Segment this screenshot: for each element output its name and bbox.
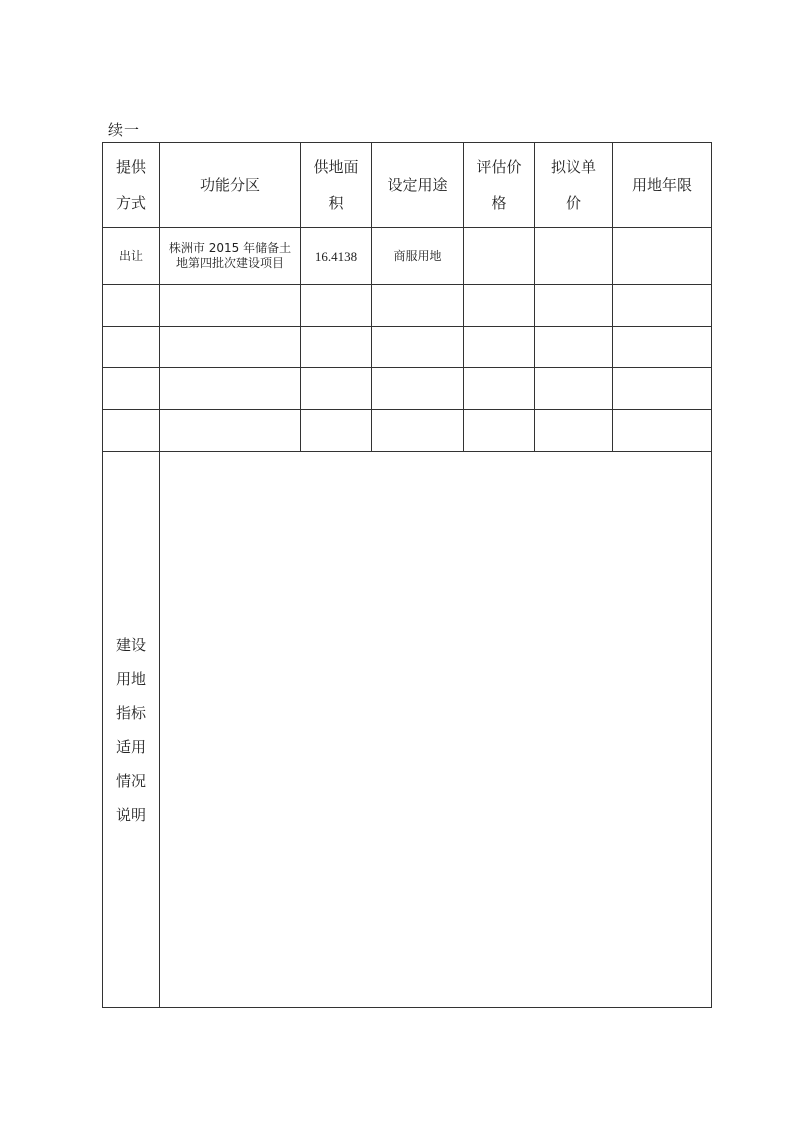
header-appraised-price xyxy=(464,143,535,228)
note-content xyxy=(160,452,712,1008)
cell-use xyxy=(372,327,464,368)
header-area xyxy=(301,143,372,228)
cell-zone xyxy=(160,327,301,368)
cell-use xyxy=(372,410,464,452)
cell-area xyxy=(301,368,372,410)
header-appraised-price-line-1: 评估价 xyxy=(476,158,522,176)
header-term: 用地年限 xyxy=(613,143,712,228)
cell-supply-method xyxy=(103,368,160,410)
header-use: 设定用途 xyxy=(372,143,464,228)
cell-term xyxy=(613,368,712,410)
cell-use: 商服用地 xyxy=(372,228,464,285)
cell-term xyxy=(613,285,712,327)
cell-zone xyxy=(160,285,301,327)
cell-appraised-price xyxy=(464,228,535,285)
table-row xyxy=(103,410,712,452)
cell-proposed-price xyxy=(535,327,613,368)
cell-term xyxy=(613,228,712,285)
cell-appraised-price xyxy=(464,285,535,327)
cell-proposed-price xyxy=(535,410,613,452)
table-row xyxy=(103,368,712,410)
cell-use xyxy=(372,368,464,410)
cell-supply-method xyxy=(103,285,160,327)
header-proposed-price xyxy=(535,143,613,228)
table-row xyxy=(103,228,712,285)
cell-proposed-price xyxy=(535,228,613,285)
cell-use xyxy=(372,285,464,327)
note-label-line: 说明 xyxy=(115,805,146,824)
cell-term xyxy=(613,410,712,452)
cell-area xyxy=(301,410,372,452)
note-label-line: 情况 xyxy=(115,771,146,790)
header-area-line-2: 积 xyxy=(328,194,344,212)
cell-zone: 株洲市 2015 年储备土地第四批次建设项目 xyxy=(160,228,301,285)
header-supply-method-line-1: 提供 xyxy=(115,158,146,176)
cell-proposed-price xyxy=(535,285,613,327)
note-label-line: 建设 xyxy=(115,635,146,654)
cell-supply-method xyxy=(103,327,160,368)
cell-appraised-price xyxy=(464,368,535,410)
cell-appraised-price xyxy=(464,327,535,368)
cell-supply-method: 出让 xyxy=(103,228,160,285)
header-appraised-price-line-2: 格 xyxy=(491,194,507,212)
page-heading: 续一 xyxy=(108,121,141,139)
header-supply-method xyxy=(103,143,160,228)
header-supply-method-line-2: 方式 xyxy=(115,194,146,212)
cell-appraised-price xyxy=(464,410,535,452)
cell-area xyxy=(301,285,372,327)
note-row xyxy=(103,452,712,1008)
note-label-line: 指标 xyxy=(115,703,146,722)
table-row xyxy=(103,285,712,327)
cell-zone xyxy=(160,368,301,410)
cell-area xyxy=(301,327,372,368)
header-proposed-price-line-2: 价 xyxy=(565,194,581,212)
cell-term xyxy=(613,327,712,368)
note-label-line: 用地 xyxy=(115,669,146,688)
header-zone: 功能分区 xyxy=(160,143,301,228)
header-row xyxy=(103,143,712,228)
cell-supply-method xyxy=(103,410,160,452)
land-supply-table xyxy=(102,142,712,1008)
cell-proposed-price xyxy=(535,368,613,410)
note-label-line: 适用 xyxy=(115,737,146,756)
note-label xyxy=(103,452,160,1008)
header-area-line-1: 供地面 xyxy=(313,158,359,176)
cell-zone xyxy=(160,410,301,452)
cell-area: 16.4138 xyxy=(301,228,372,285)
header-proposed-price-line-1: 拟议单 xyxy=(550,158,596,176)
table-row xyxy=(103,327,712,368)
